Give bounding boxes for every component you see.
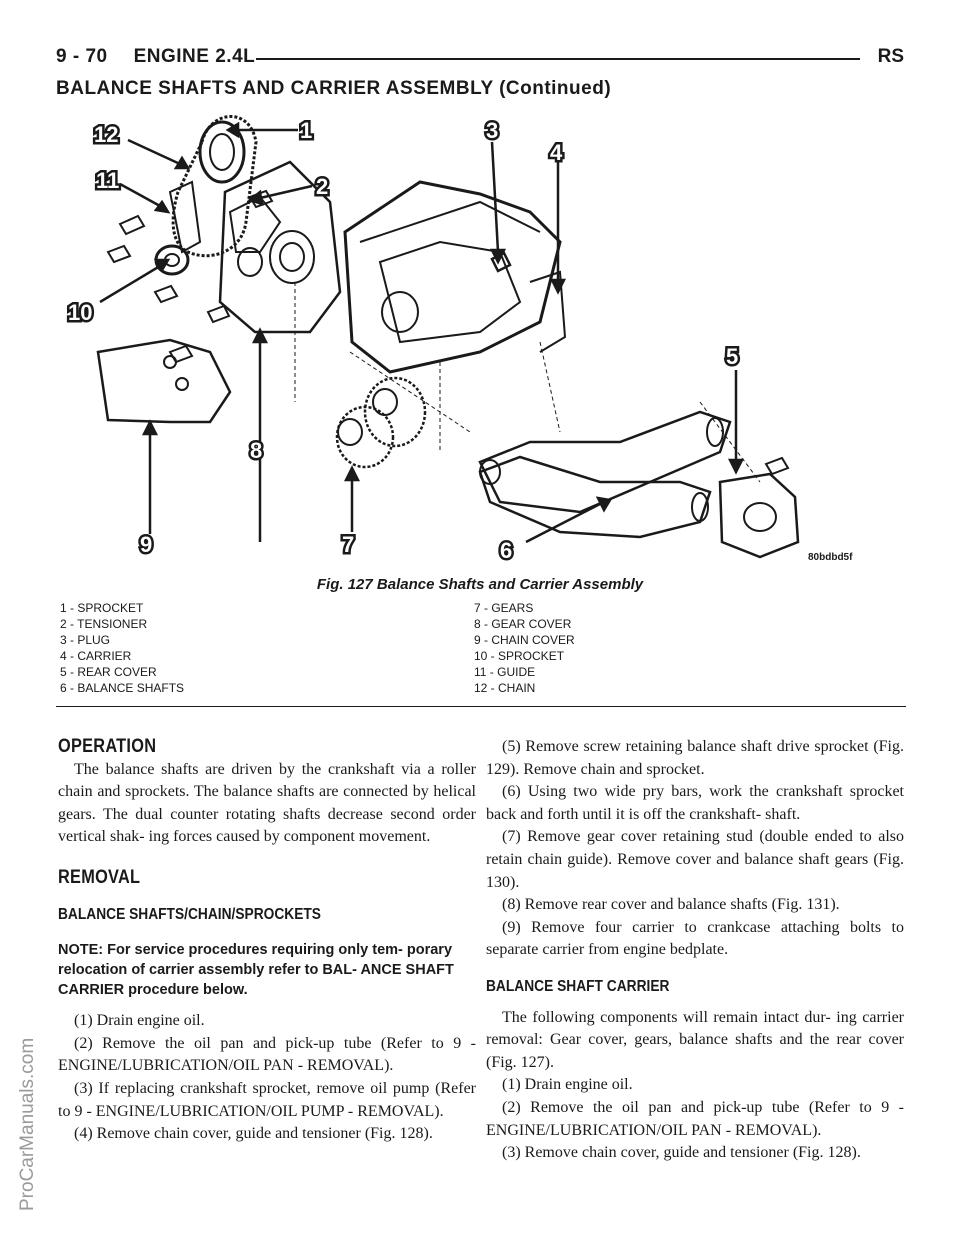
legend-item: 1 - SPROCKET (60, 601, 144, 615)
callout-6: 6 (500, 538, 513, 563)
legend-item: 5 - REAR COVER (60, 665, 157, 679)
figure-balance-shafts (60, 102, 900, 572)
right-text-column (486, 736, 904, 1165)
step: (8) Remove rear cover and balance shafts (Fig. 131). (502, 896, 840, 914)
step: (2) Remove the oil pan and pick-up tube (Refer to 9 - ENGINE/LUBRICATION/OIL PAN - REMOVAL). (486, 1098, 904, 1139)
callout-12: 12 (94, 122, 119, 147)
section-title: BALANCE SHAFTS AND CARRIER ASSEMBLY (Continued) (56, 78, 612, 99)
legend-item: 9 - CHAIN COVER (474, 633, 575, 647)
legend-item: 6 - BALANCE SHAFTS (60, 681, 185, 695)
gears-drawing (337, 378, 425, 467)
heading-balance-shaft-carrier: BALANCE SHAFT CARRIER (486, 977, 670, 995)
legend-right-column (474, 600, 575, 696)
operation-paragraph: The balance shafts are driven by the crankshaft via a roller chain and sprockets. The balance shafts are connected by helical gears. The dual counter rotating shafts decrease second order vertical shak- ing forces caused by component movement. (58, 760, 476, 846)
header-model: RS (877, 46, 904, 67)
callout-7: 7 (342, 532, 355, 557)
service-note: NOTE: For service procedures requiring only tem- porary relocation of carrier assembly refer to BAL- ANCE SHAFT CARRIER procedure below. (58, 942, 454, 999)
callout-9: 9 (140, 532, 153, 557)
callout-3: 3 (486, 118, 499, 143)
page-number: 9 - 70 (56, 46, 108, 67)
callout-11: 11 (96, 168, 120, 193)
step: (3) If replacing crankshaft sprocket, remove oil pump (Refer to 9 - ENGINE/LUBRICATION/OIL PUMP - REMOVAL). (58, 1079, 476, 1120)
carrier-intro-paragraph: The following components will remain intact dur- ing carrier removal: Gear cover, gears, balance shafts and the rear cover (Fig. 127). (486, 1008, 904, 1071)
callout-8: 8 (250, 438, 263, 463)
step: (5) Remove screw retaining balance shaft drive sprocket (Fig. 129). Remove chain and sprocket. (486, 738, 904, 778)
legend-left-column (60, 600, 184, 696)
bolts-drawing (108, 191, 788, 474)
callout-2: 2 (316, 174, 329, 199)
exploded-view-illustration (60, 102, 900, 572)
step: (6) Using two wide pry bars, work the crankshaft sprocket back and forth until it is off the crankshaft- shaft. (486, 783, 904, 823)
page-header (56, 46, 904, 80)
callout-5: 5 (726, 344, 739, 369)
legend-item: 11 - GUIDE (474, 665, 536, 679)
step: (7) Remove gear cover retaining stud (double ended to also retain chain guide). Remove cover and balance shaft gears (Fig. 130). (486, 828, 904, 891)
header-rule (256, 58, 860, 60)
legend-rule (56, 706, 906, 707)
legend-item: 2 - TENSIONER (60, 617, 148, 631)
legend-item: 8 - GEAR COVER (474, 617, 572, 631)
heading-removal: REMOVAL (58, 866, 141, 888)
balance-shafts-drawing (480, 412, 730, 537)
step: (1) Drain engine oil. (74, 1012, 205, 1030)
legend-item: 10 - SPROCKET (474, 649, 565, 663)
legend-item: 4 - CARRIER (60, 649, 132, 663)
heading-balance-shafts-chain-sprockets: BALANCE SHAFTS/CHAIN/SPROCKETS (58, 905, 321, 923)
step: (4) Remove chain cover, guide and tensioner (Fig. 128). (74, 1125, 433, 1143)
legend-item: 3 - PLUG (60, 633, 111, 647)
step: (3) Remove chain cover, guide and tensioner (Fig. 128). (502, 1144, 861, 1162)
figure-caption: Fig. 127 Balance Shafts and Carrier Assembly (316, 576, 644, 593)
watermark: ProCarManuals.com (17, 1037, 38, 1211)
rear-cover-drawing (720, 474, 798, 557)
callout-10: 10 (68, 300, 93, 325)
left-text-column (58, 736, 476, 1146)
legend-item: 7 - GEARS (474, 601, 534, 615)
step: (1) Drain engine oil. (502, 1076, 633, 1094)
legend-item: 12 - CHAIN (474, 681, 536, 695)
step: (9) Remove four carrier to crankcase attaching bolts to separate carrier from engine bedplate. (486, 918, 904, 959)
callout-4: 4 (550, 140, 563, 165)
header-section: ENGINE 2.4L (133, 46, 256, 67)
guide-drawing (170, 182, 200, 252)
heading-operation: OPERATION (58, 736, 157, 757)
step: (2) Remove the oil pan and pick-up tube (Refer to 9 - ENGINE/LUBRICATION/OIL PAN - REMOVAL). (58, 1034, 476, 1075)
figure-code: 80bdbd5f (808, 552, 853, 563)
callout-1: 1 (300, 118, 313, 143)
chain-cover-drawing (98, 340, 230, 422)
